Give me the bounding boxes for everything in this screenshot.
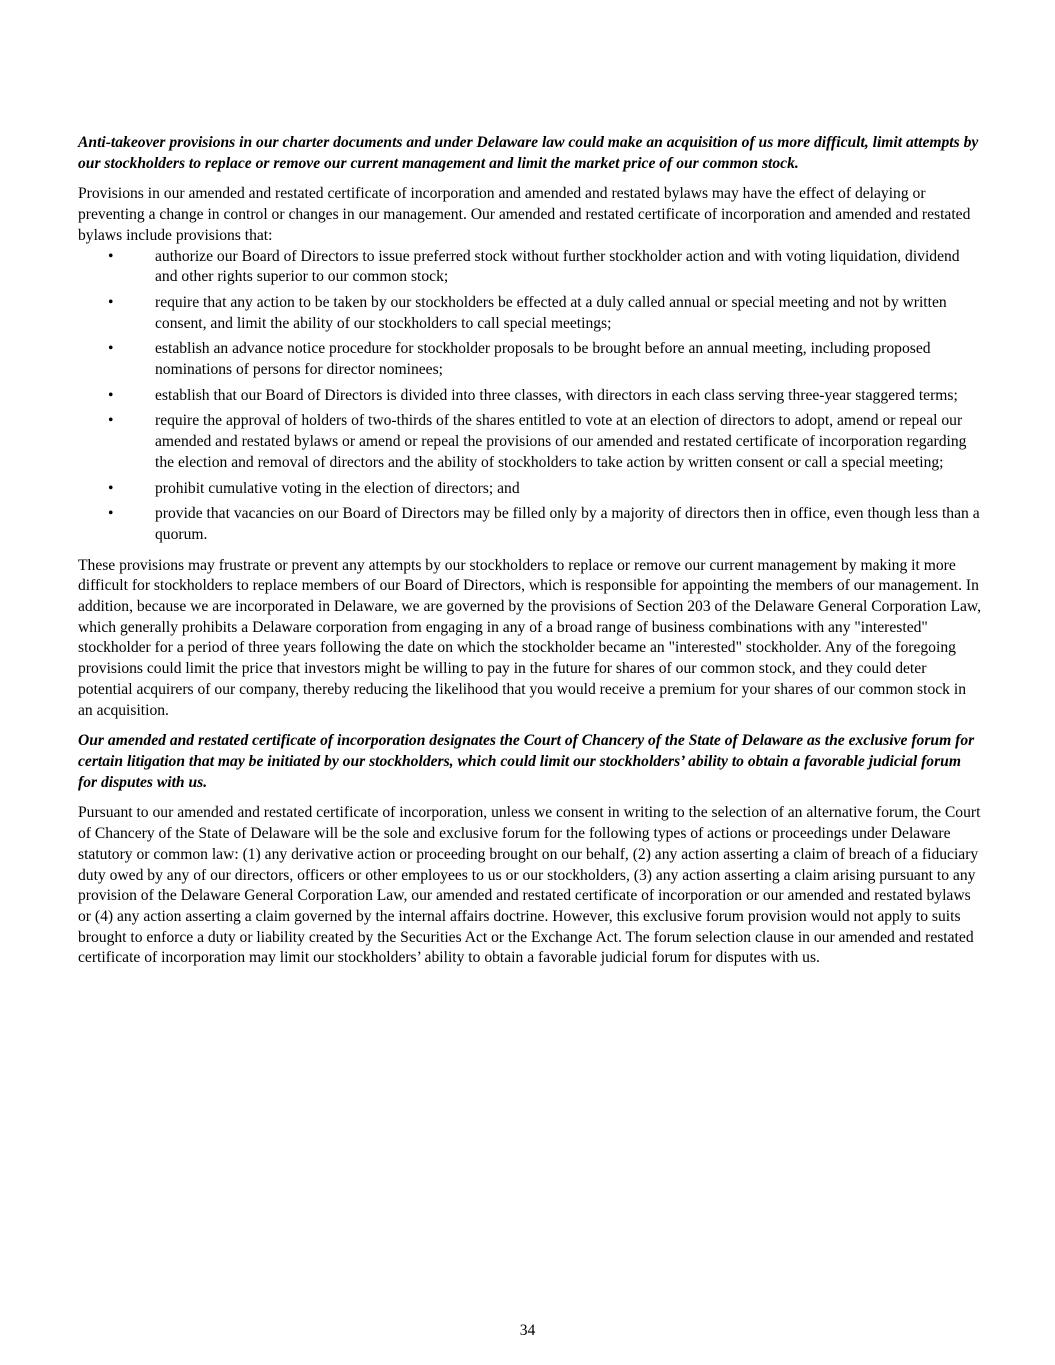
- exclusive-forum-paragraph: Pursuant to our amended and restated certificate of incorporation, unless we consent in writing to the selection of an alternative forum, the Court of Chancery of the State of Delaware will be the sole and exclusive forum for the following types of actions or proceedings under Delaware statutory or common law: (1) any derivative action or proceeding brought on our behalf, (2) any action asserting a claim of breach of a fiduciary duty owed by any of our directors, officers or other employees to us or our stockholders, (3) any action asserting a claim arising pursuant to any provision of the Delaware General Corporation Law, our amended and restated certificate of incorporation or our amended and restated bylaws or (4) any action asserting a claim governed by the internal affairs doctrine. However, this exclusive forum provision would not apply to suits brought to enforce a duty or liability created by the Securities Act or the Exchange Act. The forum selection clause in our amended and restated certificate of incorporation may limit our stockholders’ ability to obtain a favorable judicial forum for disputes with us.: [78, 804, 981, 967]
- bullet-marker: •: [108, 340, 114, 358]
- list-item: [78, 411, 983, 473]
- bullet-marker: •: [108, 293, 114, 311]
- list-item-text: require that any action to be taken by our stockholders be effected at a duly called annual or special meeting and not by written consent, and limit the ability of our stockholders to call special meetings;: [155, 293, 947, 332]
- section-intro-paragraph: Provisions in our amended and restated certificate of incorporation and amended and restated bylaws may have the effect of delaying or preventing a change in control or changes in our management. Our amended and restated certificate of incorporation and amended and restated bylaws include provisions that:: [78, 185, 971, 244]
- list-item-text: provide that vacancies on our Board of Directors may be filled only by a majority of directors then in office, even though less than a quorum.: [155, 505, 980, 543]
- bullet-marker: •: [108, 386, 114, 404]
- list-item-text: establish an advance notice procedure for stockholder proposals to be brought before an annual meeting, including proposed nominations of persons for director nominees;: [155, 340, 931, 379]
- list-item: [78, 247, 983, 288]
- list-item-text: authorize our Board of Directors to issue preferred stock without further stockholder action and with voting liquidation, dividend and other rights superior to our common stock;: [155, 247, 960, 286]
- section-heading-exclusive-forum: Our amended and restated certificate of incorporation designates the Court of Chancery of the State of Delaware as the exclusive forum for certain litigation that may be initiated by our stockholders, which could limit our stockholders’ ability to obtain a favorable judicial forum for disputes with us.: [78, 732, 975, 791]
- section-closing-paragraph: These provisions may frustrate or prevent any attempts by our stockholders to replace or remove our current management by making it more difficult for stockholders to replace members of our Board of Directors, which is responsible for appointing the members of our management. In addition, because we are incorporated in Delaware, we are governed by the provisions of Section 203 of the Delaware General Corporation Law, which generally prohibits a Delaware corporation from engaging in any of a broad range of business combinations with any "interested" stockholder for a period of three years following the date on which the stockholder became an "interested" stockholder. Any of the foregoing provisions could limit the price that investors might be willing to pay in the future for shares of our common stock, and they could deter potential acquirers of our company, thereby reducing the likelihood that you would receive a premium for your shares of our common stock in an acquisition.: [78, 556, 982, 719]
- provisions-list: [78, 247, 983, 546]
- list-item: [78, 504, 983, 545]
- list-item-text: prohibit cumulative voting in the election of directors; and: [155, 479, 520, 497]
- list-item: [78, 479, 983, 500]
- list-item: [78, 339, 983, 380]
- bullet-marker: •: [108, 247, 114, 265]
- document-body: [78, 133, 983, 979]
- bullet-marker: •: [108, 412, 114, 430]
- section-heading-anti-takeover: Anti-takeover provisions in our charter documents and under Delaware law could make an acquisition of us more difficult, limit attempts by our stockholders to replace or remove our current management and limit the market price of our common stock.: [78, 134, 979, 172]
- page-number: 34: [519, 1322, 536, 1339]
- bullet-marker: •: [108, 479, 114, 497]
- list-item: [78, 293, 983, 334]
- bullet-marker: •: [108, 505, 114, 523]
- list-item-text: require the approval of holders of two-thirds of the shares entitled to vote at an election of directors to adopt, amend or repeal our amended and restated bylaws or amend or repeal the provisions of our amended and restated certificate of incorporation regarding the election and removal of directors and the ability of stockholders to take action by written consent or call a special meeting;: [155, 412, 967, 471]
- list-item: [78, 386, 983, 407]
- list-item-text: establish that our Board of Directors is divided into three classes, with directors in each class serving three-year staggered terms;: [155, 386, 958, 404]
